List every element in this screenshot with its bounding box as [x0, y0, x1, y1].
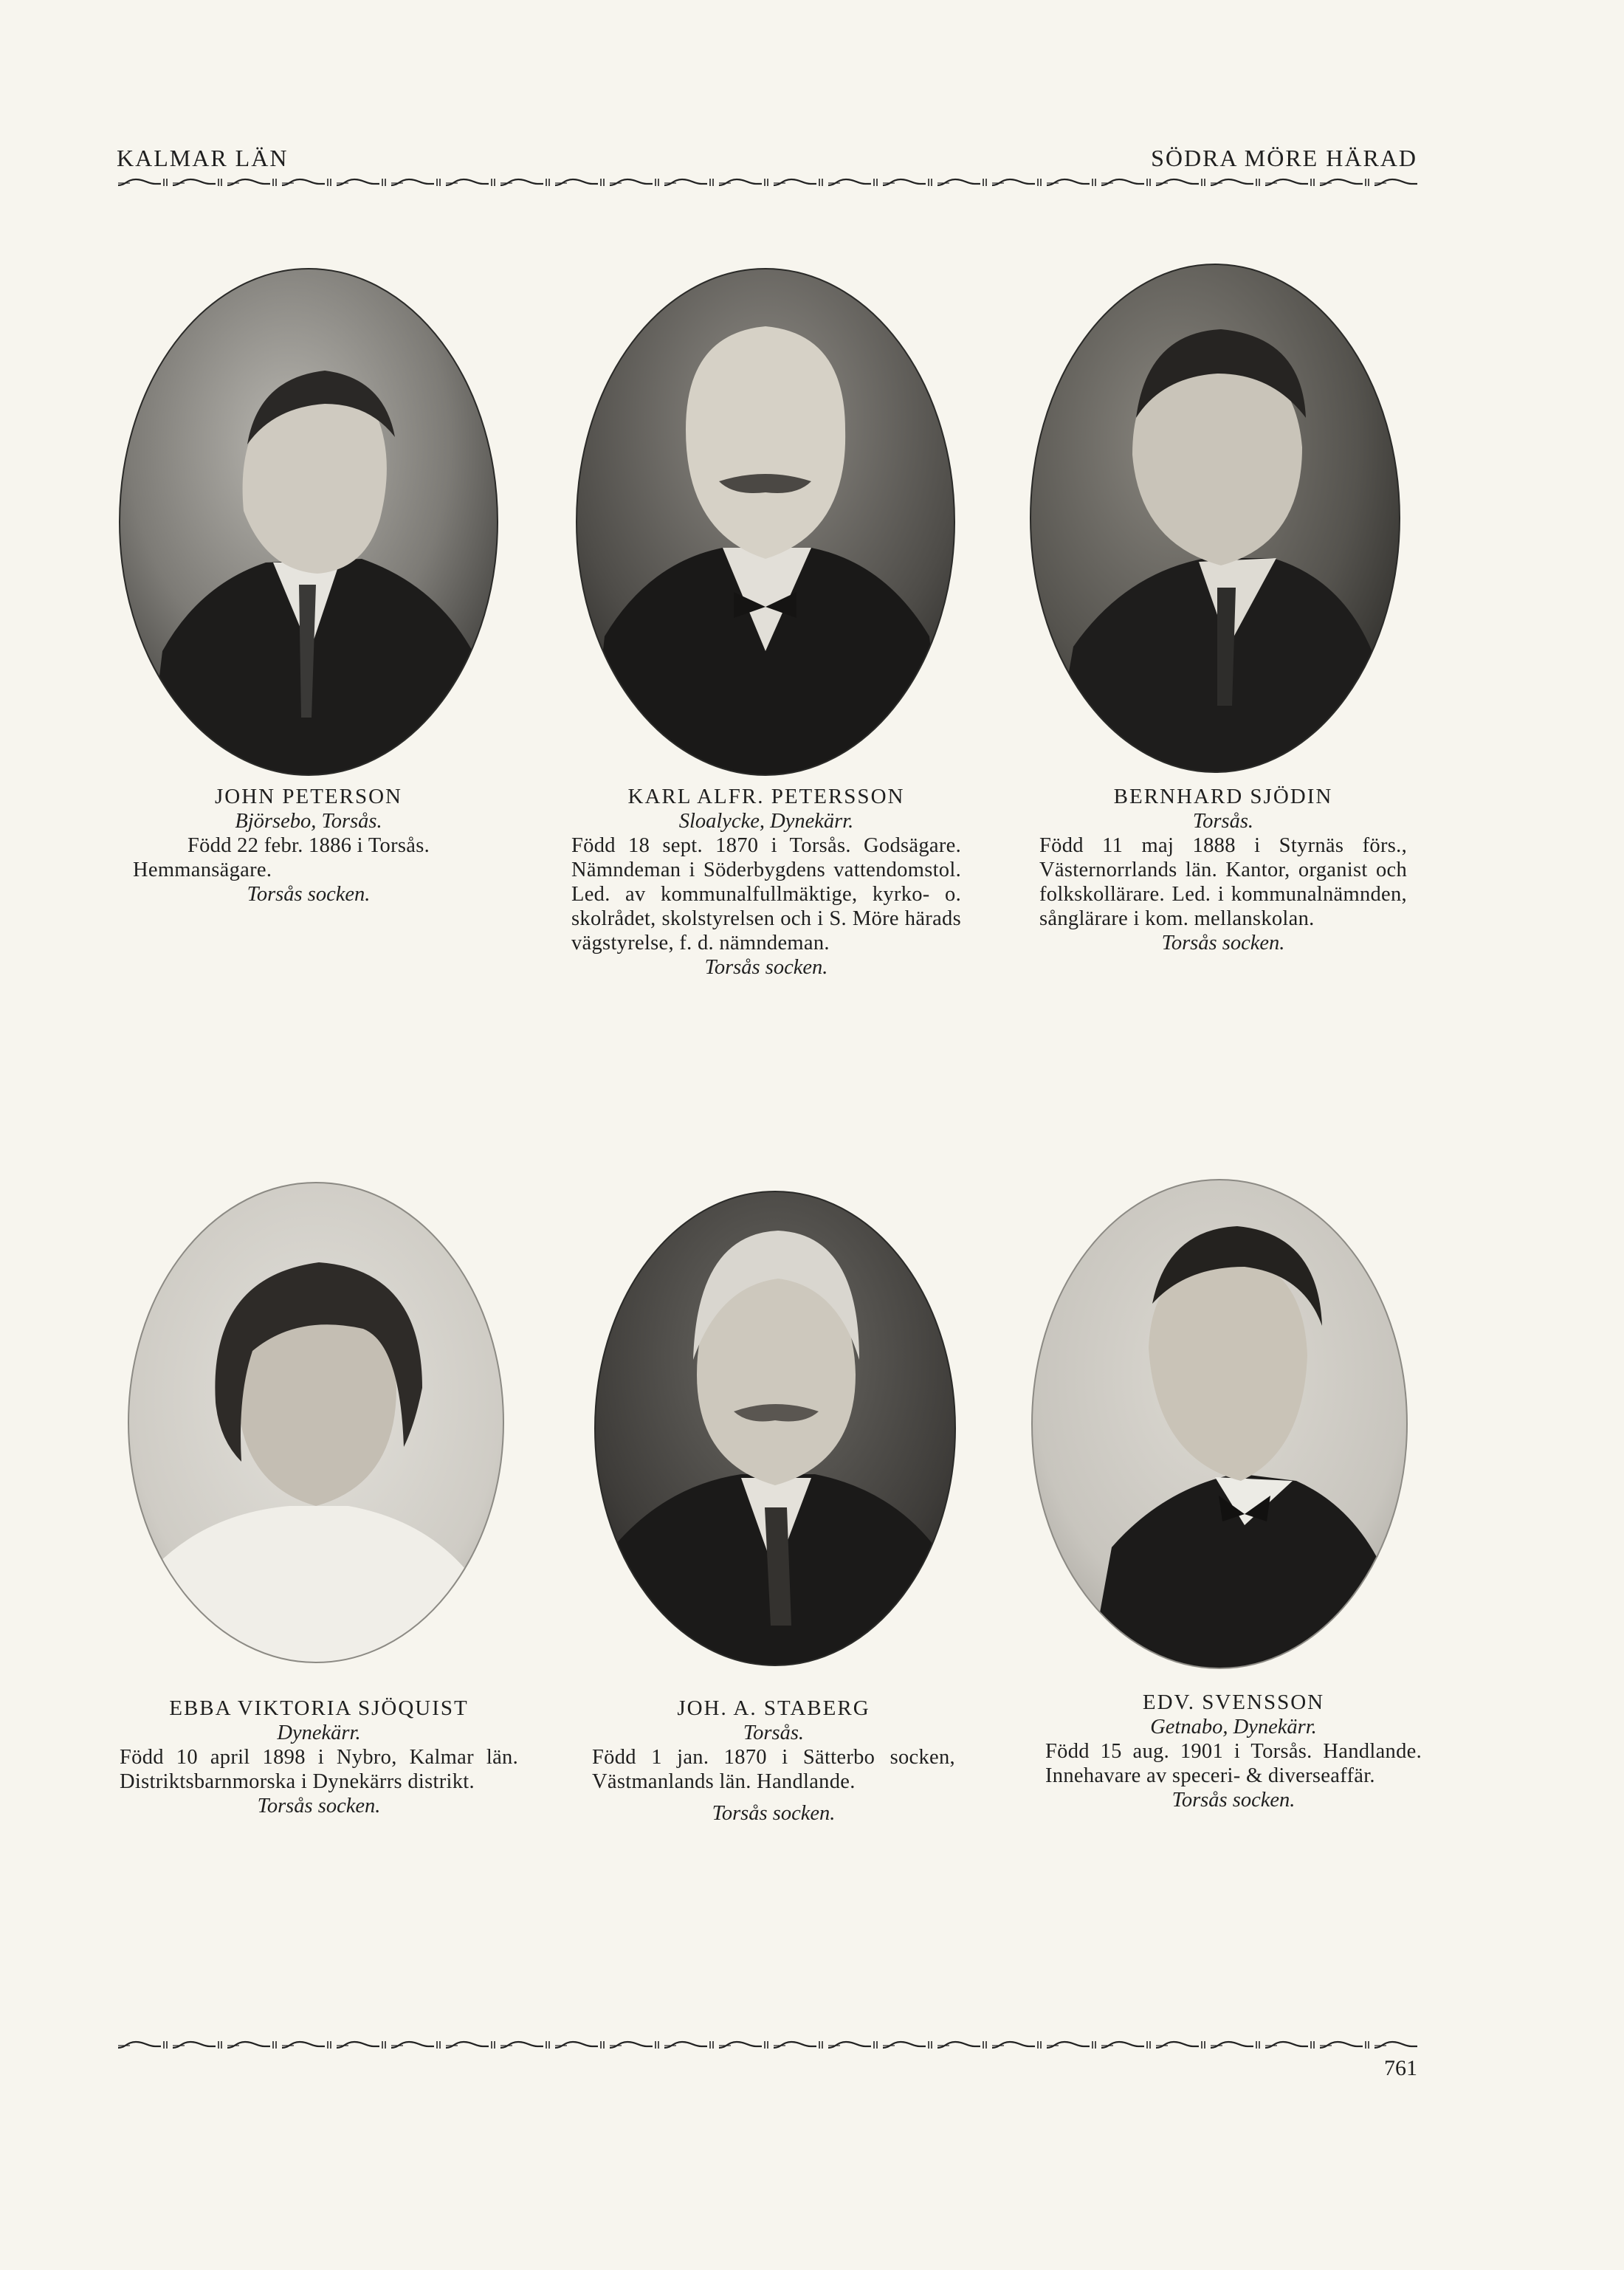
person-biography: Född 1 jan. 1870 i Sätterbo socken, Västmanlands län. Handlande.: [592, 1746, 955, 1793]
person-name: JOHN PETERSON: [215, 785, 402, 808]
person-residence: Getnabo, Dynekärr.: [1150, 1716, 1317, 1738]
person-residence: Sloalycke, Dynekärr.: [678, 810, 854, 833]
bottom-ornamental-rule: [117, 2040, 1417, 2050]
portrait-photo-ebba-viktoria-sjoquist: [127, 1181, 505, 1664]
header-district: SÖDRA MÖRE HÄRAD: [1151, 145, 1417, 171]
person-name: BERNHARD SJÖDIN: [1113, 785, 1333, 808]
caption-joh-a-staberg: [582, 1696, 966, 1826]
portrait-photo-john-peterson: [118, 267, 499, 777]
person-parish: Torsås socken.: [247, 883, 371, 906]
person-biography: Född 10 april 1898 i Nybro, Kalmar län. Distriktsbarnmorska i Dynekärrs distrikt.: [120, 1746, 518, 1793]
portrait-photo-karl-alfr-petersson: [575, 267, 956, 777]
caption-edv-svensson: [1045, 1691, 1422, 1812]
caption-bernhard-sjodin: [1031, 785, 1416, 955]
person-residence: Björsebo, Torsås.: [235, 810, 382, 833]
person-name: EDV. SVENSSON: [1142, 1691, 1325, 1714]
person-residence: Torsås.: [743, 1722, 805, 1744]
header-county: KALMAR LÄN: [117, 145, 289, 171]
person-parish: Torsås socken.: [1171, 1789, 1296, 1812]
person-biography: Född 18 sept. 1870 i Torsås. Godsägare. Nämndeman i Söderbygdens vattendomstol. Led. av kommunalfullmäktige, kyrko- o. skolrådet, skolstyrelsen och i S. Möre härads vägstyrelse, f. d. nämndeman.: [571, 834, 961, 955]
person-name: JOH. A. STABERG: [677, 1696, 870, 1720]
portrait-photo-joh-a-staberg: [593, 1190, 957, 1667]
person-biography: Född 11 maj 1888 i Styrnäs förs., Västernorrlands län. Kantor, organist och folkskollärare. Led. i kommunalnämnden, sånglärare i kom. mellanskolan.: [1039, 834, 1407, 930]
person-name: KARL ALFR. PETERSSON: [627, 785, 905, 808]
caption-ebba-viktoria-sjoquist: [120, 1696, 518, 1818]
running-header: [117, 145, 1417, 182]
top-ornamental-rule: [117, 177, 1417, 188]
person-biography: Född 22 febr. 1886 i Torsås. Hemmansägare.: [133, 834, 430, 881]
portrait-photo-bernhard-sjodin: [1029, 263, 1401, 774]
caption-karl-alfr-petersson: [555, 785, 977, 980]
person-name: EBBA VIKTORIA SJÖQUIST: [169, 1696, 469, 1720]
page-number: 761: [1384, 2056, 1417, 2080]
person-residence: Dynekärr.: [277, 1722, 361, 1744]
portrait-photo-edv-svensson: [1031, 1178, 1408, 1670]
person-parish: Torsås socken.: [257, 1795, 381, 1817]
person-parish: Torsås socken.: [704, 956, 828, 979]
person-residence: Torsås.: [1192, 810, 1254, 833]
person-parish: Torsås socken.: [1161, 932, 1285, 955]
person-parish: Torsås socken.: [712, 1802, 836, 1825]
person-biography: Född 15 aug. 1901 i Torsås. Handlande. Innehavare av speceri- & diverseaffär.: [1045, 1740, 1422, 1787]
caption-john-peterson: [118, 785, 499, 907]
